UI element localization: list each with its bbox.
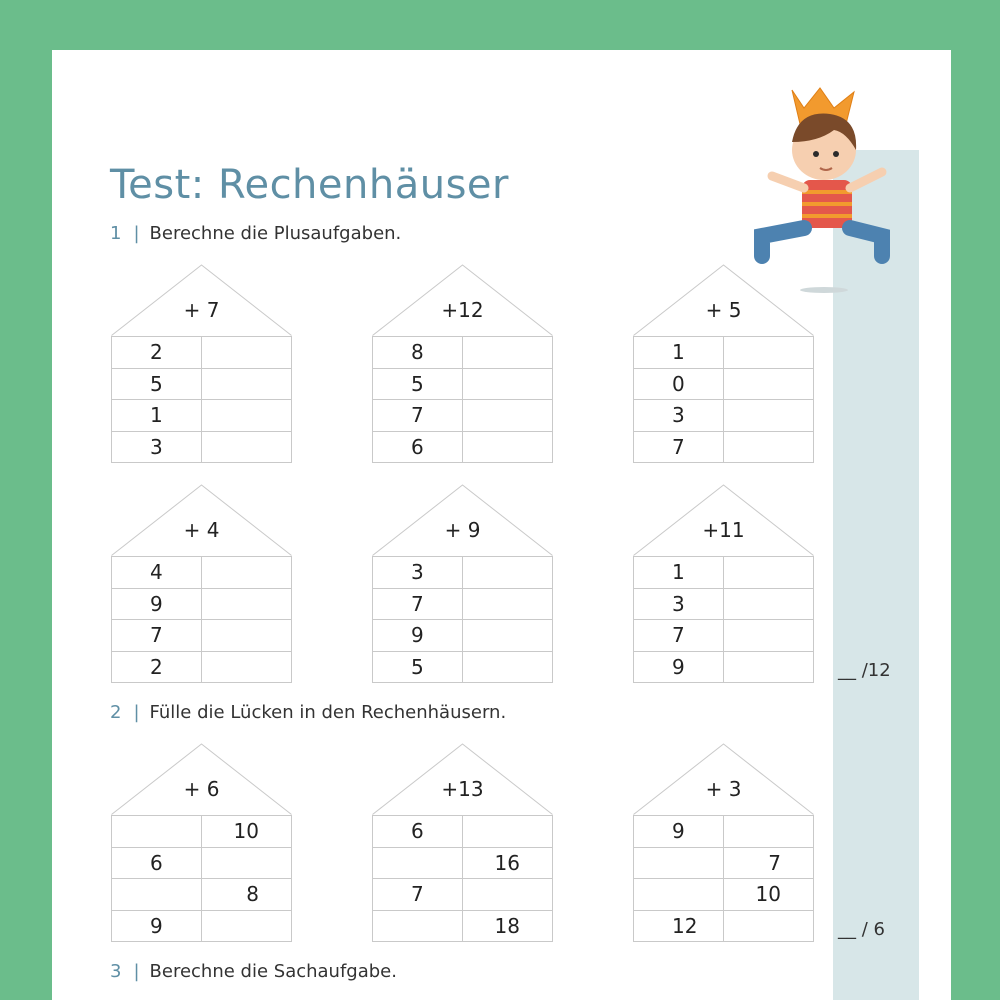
table-row — [373, 337, 553, 369]
table-row — [373, 368, 553, 400]
house-operator: +13 — [441, 777, 484, 801]
task-instruction: Fülle die Lücken in den Rechenhäusern. — [149, 702, 507, 723]
house-cell-right[interactable] — [202, 588, 292, 620]
score-task-1: __ /12 — [838, 660, 891, 681]
house-cell-left[interactable]: 8 — [373, 337, 463, 369]
rechenhaus — [111, 264, 292, 463]
house-cell-right[interactable] — [202, 337, 292, 369]
house-cell-left[interactable]: 5 — [373, 651, 463, 683]
house-cell-left[interactable]: 5 — [112, 368, 202, 400]
house-table — [633, 336, 814, 463]
house-cell-right[interactable] — [463, 368, 553, 400]
house-cell-right[interactable] — [724, 431, 814, 463]
house-cell-left[interactable]: 7 — [112, 620, 202, 652]
house-cell-left[interactable] — [634, 847, 724, 879]
house-cell-right[interactable] — [463, 431, 553, 463]
house-cell-left[interactable]: 2 — [112, 337, 202, 369]
house-cell-right[interactable] — [724, 557, 814, 589]
house-cell-right[interactable] — [202, 368, 292, 400]
house-cell-left[interactable]: 1 — [634, 557, 724, 589]
house-cell-right[interactable] — [463, 557, 553, 589]
house-cell-right[interactable]: 10 — [201, 816, 291, 848]
house-cell-left[interactable]: 9 — [373, 620, 463, 652]
task-instruction: Berechne die Sachaufgabe. — [149, 961, 397, 982]
house-cell-left[interactable]: 6 — [112, 847, 202, 879]
house-cell-left[interactable]: 7 — [373, 400, 463, 432]
house-operator: + 4 — [183, 518, 220, 542]
house-cell-left[interactable] — [634, 879, 724, 911]
house-operator: + 6 — [183, 777, 220, 801]
task-separator: | — [133, 961, 140, 982]
house-cell-right[interactable] — [201, 910, 291, 942]
house-cell-left[interactable] — [373, 910, 463, 942]
house-cell-left[interactable]: 6 — [373, 431, 463, 463]
table-row — [634, 910, 814, 942]
table-row — [112, 879, 292, 911]
house-cell-right[interactable]: 18 — [462, 910, 552, 942]
table-row — [634, 847, 814, 879]
house-cell-left[interactable]: 3 — [634, 588, 724, 620]
task-number: 3 — [110, 961, 122, 982]
rechenhaus — [111, 743, 292, 942]
table-row — [112, 431, 292, 463]
house-roof — [111, 484, 292, 556]
house-cell-right[interactable] — [724, 651, 814, 683]
house-cell-right[interactable] — [724, 368, 814, 400]
house-table — [372, 336, 553, 463]
house-roof — [633, 743, 814, 815]
table-row — [112, 557, 292, 589]
house-roof — [372, 484, 553, 556]
house-table — [111, 815, 292, 942]
house-cell-left[interactable]: 1 — [634, 337, 724, 369]
house-roof — [111, 264, 292, 336]
house-cell-right[interactable] — [462, 879, 552, 911]
rechenhaus — [633, 264, 814, 463]
task-1 — [110, 223, 401, 244]
task-number: 2 — [110, 702, 122, 723]
house-roof — [633, 264, 814, 336]
table-row — [373, 588, 553, 620]
rechenhaus — [372, 484, 553, 683]
house-cell-left[interactable] — [112, 879, 202, 911]
house-roof — [372, 264, 553, 336]
house-cell-left[interactable]: 3 — [112, 431, 202, 463]
house-cell-right[interactable]: 8 — [201, 879, 291, 911]
house-cell-right[interactable] — [463, 588, 553, 620]
rechenhaus — [633, 484, 814, 683]
house-cell-left[interactable]: 3 — [634, 400, 724, 432]
house-operator: + 3 — [705, 777, 742, 801]
house-table — [372, 556, 553, 683]
house-operator: + 9 — [444, 518, 481, 542]
rechenhaus — [372, 743, 553, 942]
house-cell-right[interactable] — [463, 400, 553, 432]
house-cell-right[interactable] — [202, 431, 292, 463]
table-row — [112, 816, 292, 848]
table-row — [634, 431, 814, 463]
table-row — [112, 400, 292, 432]
house-roof — [111, 743, 292, 815]
table-row — [373, 431, 553, 463]
table-row — [634, 368, 814, 400]
table-row — [373, 620, 553, 652]
task-instruction: Berechne die Plusaufgaben. — [149, 223, 402, 244]
table-row — [634, 879, 814, 911]
task-separator: | — [133, 702, 140, 723]
table-row — [634, 557, 814, 589]
house-cell-right[interactable] — [724, 620, 814, 652]
house-cell-right[interactable] — [202, 557, 292, 589]
task-2 — [110, 702, 506, 723]
house-cell-left[interactable]: 7 — [373, 588, 463, 620]
house-cell-right[interactable]: 7 — [724, 847, 814, 879]
table-row — [373, 400, 553, 432]
house-cell-right[interactable] — [724, 588, 814, 620]
table-row — [112, 651, 292, 683]
house-cell-left[interactable]: 7 — [634, 431, 724, 463]
house-roof — [633, 484, 814, 556]
house-cell-left[interactable]: 9 — [634, 816, 724, 848]
house-cell-left[interactable]: 6 — [373, 816, 463, 848]
table-row — [634, 651, 814, 683]
table-row — [373, 557, 553, 589]
house-cell-right[interactable] — [463, 620, 553, 652]
table-row — [373, 847, 553, 879]
house-cell-left[interactable]: 7 — [634, 620, 724, 652]
table-row — [634, 337, 814, 369]
house-cell-right[interactable]: 16 — [462, 847, 552, 879]
house-table — [633, 815, 814, 942]
task-3 — [110, 961, 397, 982]
house-cell-right[interactable] — [724, 816, 814, 848]
house-cell-left[interactable]: 2 — [112, 651, 202, 683]
house-cell-right[interactable] — [463, 651, 553, 683]
table-row — [373, 816, 553, 848]
rechenhaus — [111, 484, 292, 683]
table-row — [112, 910, 292, 942]
house-operator: +12 — [441, 298, 484, 322]
table-row — [634, 400, 814, 432]
house-cell-right[interactable] — [462, 816, 552, 848]
house-cell-left[interactable]: 4 — [112, 557, 202, 589]
house-cell-left[interactable]: 7 — [373, 879, 463, 911]
house-cell-right[interactable] — [724, 337, 814, 369]
table-row — [634, 588, 814, 620]
house-cell-left[interactable]: 9 — [112, 910, 202, 942]
house-operator: + 5 — [705, 298, 742, 322]
table-row — [112, 620, 292, 652]
house-operator: + 7 — [183, 298, 220, 322]
house-cell-left[interactable]: 3 — [373, 557, 463, 589]
task-separator: | — [133, 223, 140, 244]
house-cell-right[interactable] — [202, 400, 292, 432]
house-roof — [372, 743, 553, 815]
house-cell-right[interactable]: 10 — [724, 879, 814, 911]
house-cell-right[interactable] — [463, 337, 553, 369]
house-table — [111, 556, 292, 683]
table-row — [634, 620, 814, 652]
house-table — [111, 336, 292, 463]
worksheet-page — [52, 50, 951, 1000]
house-cell-left[interactable]: 5 — [373, 368, 463, 400]
rechenhaus — [372, 264, 553, 463]
house-cell-left[interactable] — [373, 847, 463, 879]
table-row — [373, 910, 553, 942]
house-cell-left[interactable]: 0 — [634, 368, 724, 400]
table-row — [112, 368, 292, 400]
house-cell-right[interactable] — [201, 847, 291, 879]
table-row — [634, 816, 814, 848]
house-cell-right[interactable] — [724, 400, 814, 432]
task-number: 1 — [110, 223, 122, 244]
house-cell-right[interactable] — [724, 910, 814, 942]
page-title: Test: Rechenhäuser — [110, 162, 509, 208]
table-row — [112, 588, 292, 620]
house-cell-left[interactable]: 1 — [112, 400, 202, 432]
score-task-2: __ / 6 — [838, 919, 885, 940]
house-cell-right[interactable] — [202, 651, 292, 683]
house-cell-right[interactable] — [202, 620, 292, 652]
house-cell-left[interactable]: 12 — [634, 910, 724, 942]
rechenhaus — [633, 743, 814, 942]
house-table — [633, 556, 814, 683]
house-table — [372, 815, 553, 942]
house-cell-left[interactable] — [112, 816, 202, 848]
table-row — [112, 847, 292, 879]
table-row — [373, 651, 553, 683]
table-row — [112, 337, 292, 369]
house-operator: +11 — [702, 518, 745, 542]
table-row — [373, 879, 553, 911]
house-cell-left[interactable]: 9 — [112, 588, 202, 620]
house-cell-left[interactable]: 9 — [634, 651, 724, 683]
